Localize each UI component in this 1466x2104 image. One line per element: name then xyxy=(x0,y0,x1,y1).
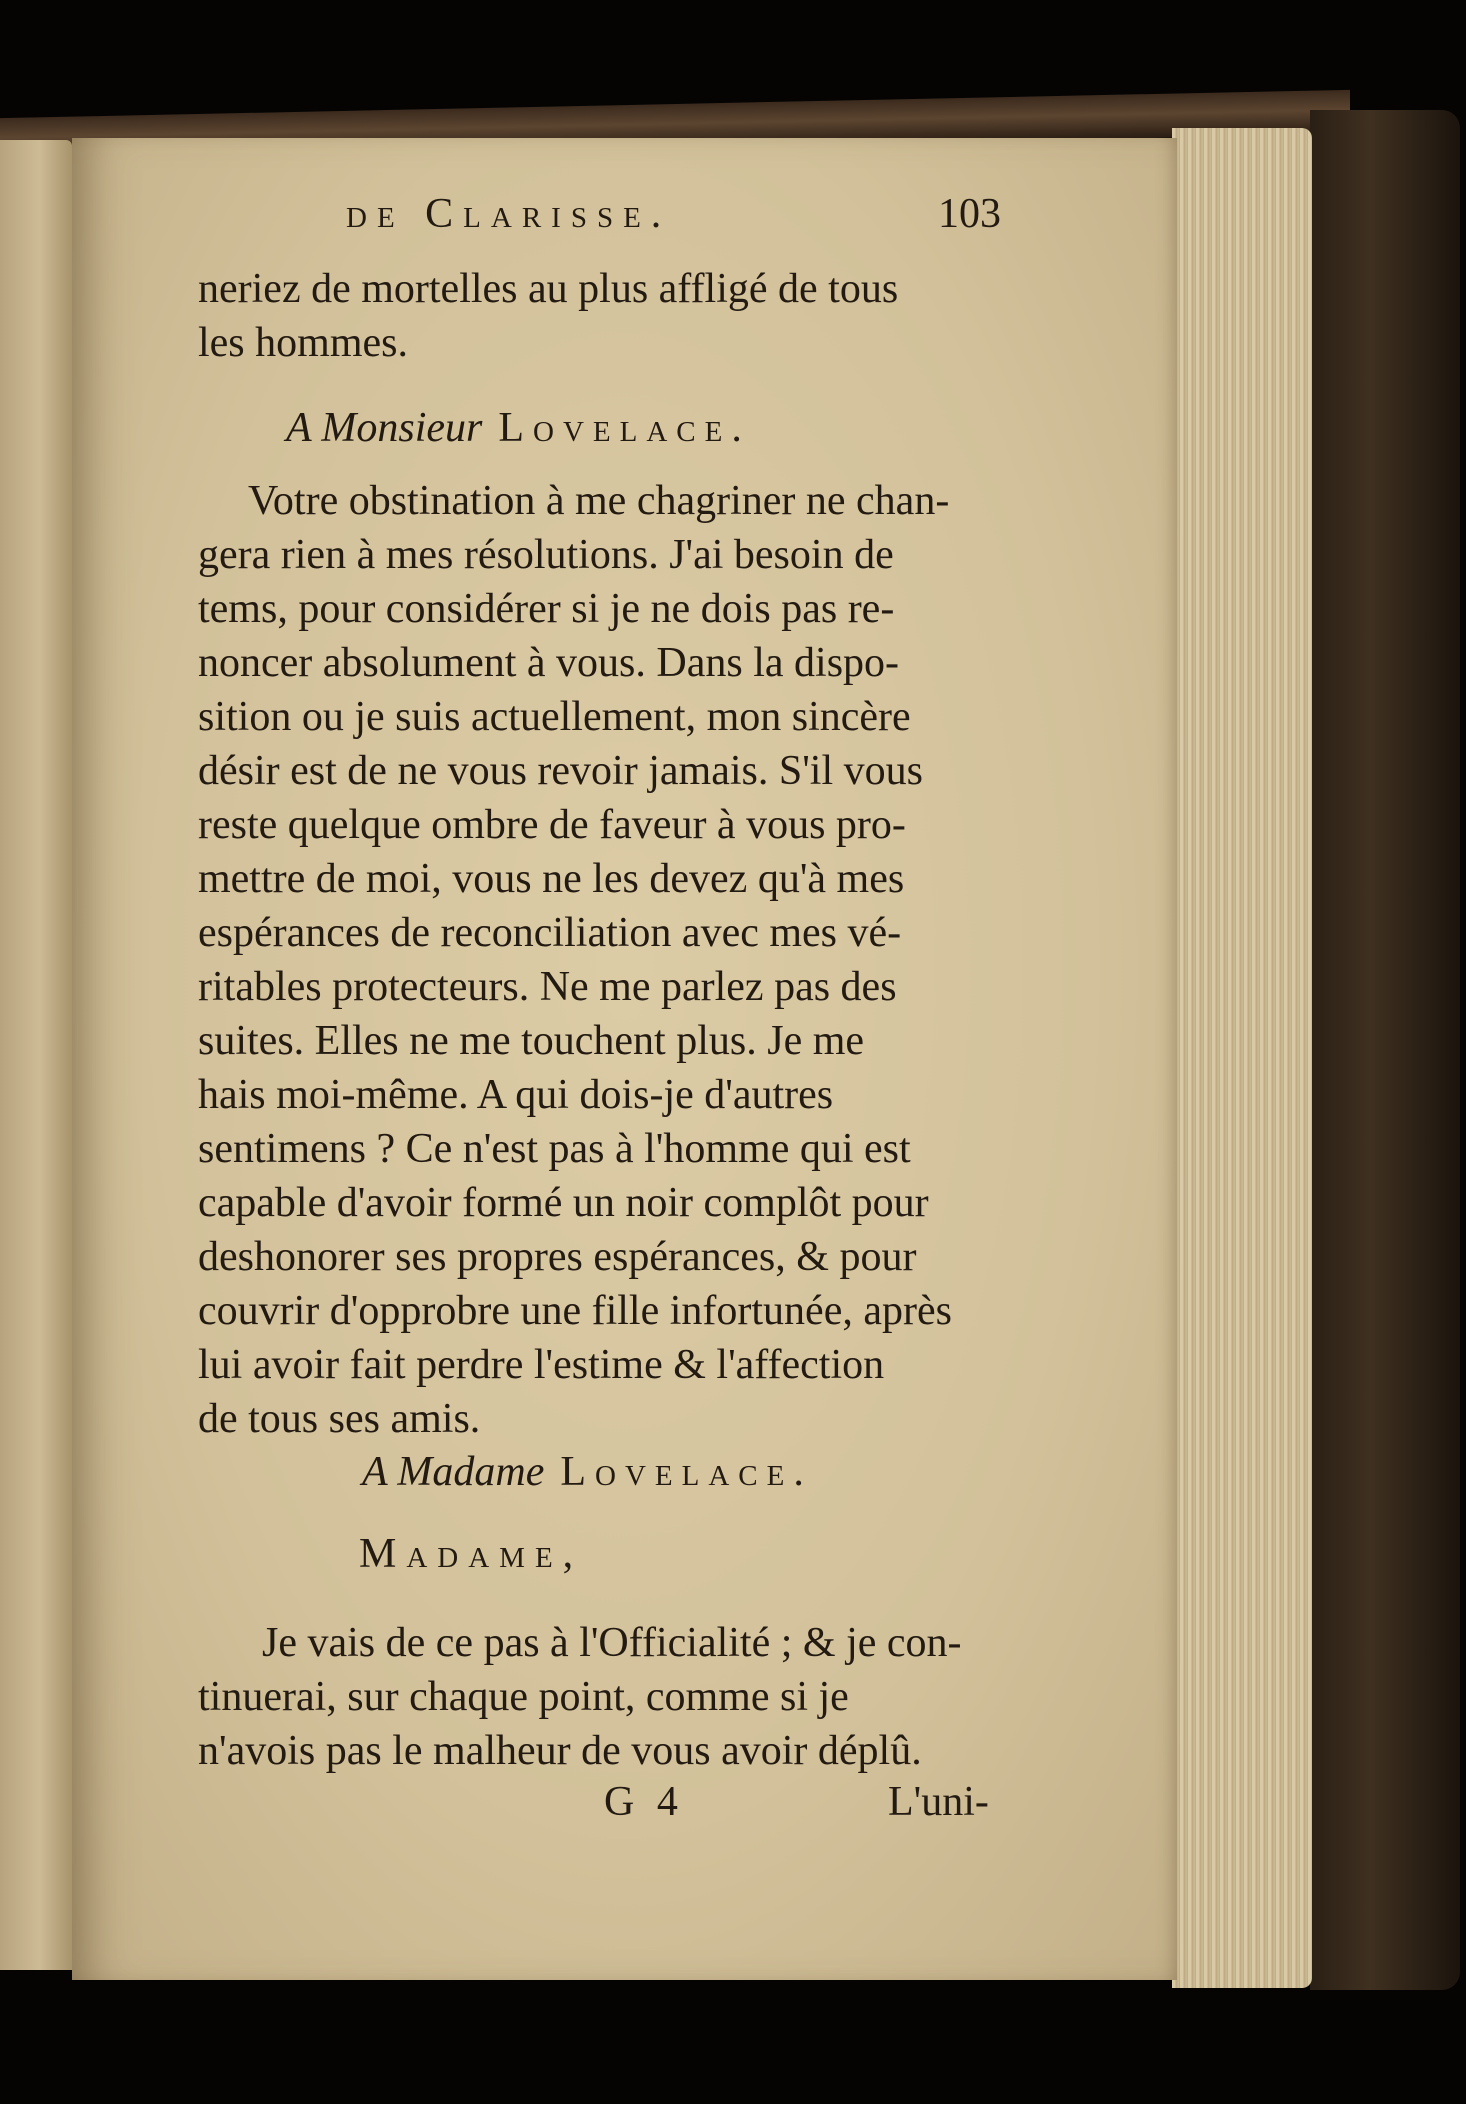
text-line: noncer absolument à vous. Dans la dispo- xyxy=(198,640,900,686)
salutation: Madame, xyxy=(359,1531,584,1577)
text-line: suites. Elles ne me touchent plus. Je me xyxy=(198,1018,865,1064)
text-line: lui avoir fait perdre l'estime & l'affection xyxy=(198,1342,885,1388)
book-page xyxy=(72,138,1177,1980)
catchword: L'uni- xyxy=(888,1779,989,1825)
text-line: ritables protecteurs. Ne me parlez pas des xyxy=(198,964,897,1010)
heading-name: Lovelace. xyxy=(498,405,751,451)
signature-mark: G 4 xyxy=(604,1779,684,1825)
text-line: couvrir d'opprobre une fille infortunée, après xyxy=(198,1288,952,1334)
text-line: sentimens ? Ce n'est pas à l'homme qui est xyxy=(198,1126,911,1172)
heading-italic: A Monsieur xyxy=(286,405,483,451)
text-line: reste quelque ombre de faveur à vous pro- xyxy=(198,802,906,848)
text-line: gera rien à mes résolutions. J'ai besoin de xyxy=(198,532,894,578)
text-line: neriez de mortelles au plus affligé de tous xyxy=(198,266,899,312)
text-line: n'avois pas le malheur de vous avoir déplû. xyxy=(198,1728,922,1774)
text-line: mettre de moi, vous ne les devez qu'à mes xyxy=(198,856,905,902)
page-block-edge xyxy=(1172,128,1312,1988)
heading-italic: A Madame xyxy=(362,1449,545,1495)
text-line: tinuerai, sur chaque point, comme si je xyxy=(198,1674,849,1720)
running-head-title: de Clarisse. xyxy=(346,191,672,237)
letter-heading-madame xyxy=(362,1448,813,1496)
text-line: de tous ses amis. xyxy=(198,1396,481,1442)
text-line: Votre obstination à me chagriner ne chan- xyxy=(248,478,950,524)
book-cover-right xyxy=(1310,110,1460,1990)
letter-heading-lovelace xyxy=(286,404,751,452)
text-line: désir est de ne vous revoir jamais. S'il vous xyxy=(198,748,923,794)
text-line: deshonorer ses propres espérances, & pour xyxy=(198,1234,917,1280)
previous-page-edge xyxy=(0,140,72,1970)
text-line: tems, pour considérer si je ne dois pas re- xyxy=(198,586,895,632)
text-line: capable d'avoir formé un noir complôt pour xyxy=(198,1180,929,1226)
page-number: 103 xyxy=(938,191,1001,237)
text-line: sition ou je suis actuellement, mon sincère xyxy=(198,694,911,740)
text-line: les hommes. xyxy=(198,320,408,366)
heading-name: Lovelace. xyxy=(560,1449,813,1495)
text-line: espérances de reconciliation avec mes vé- xyxy=(198,910,902,956)
text-line: Je vais de ce pas à l'Officialité ; & je con- xyxy=(262,1620,962,1666)
text-line: hais moi-même. A qui dois-je d'autres xyxy=(198,1072,834,1118)
